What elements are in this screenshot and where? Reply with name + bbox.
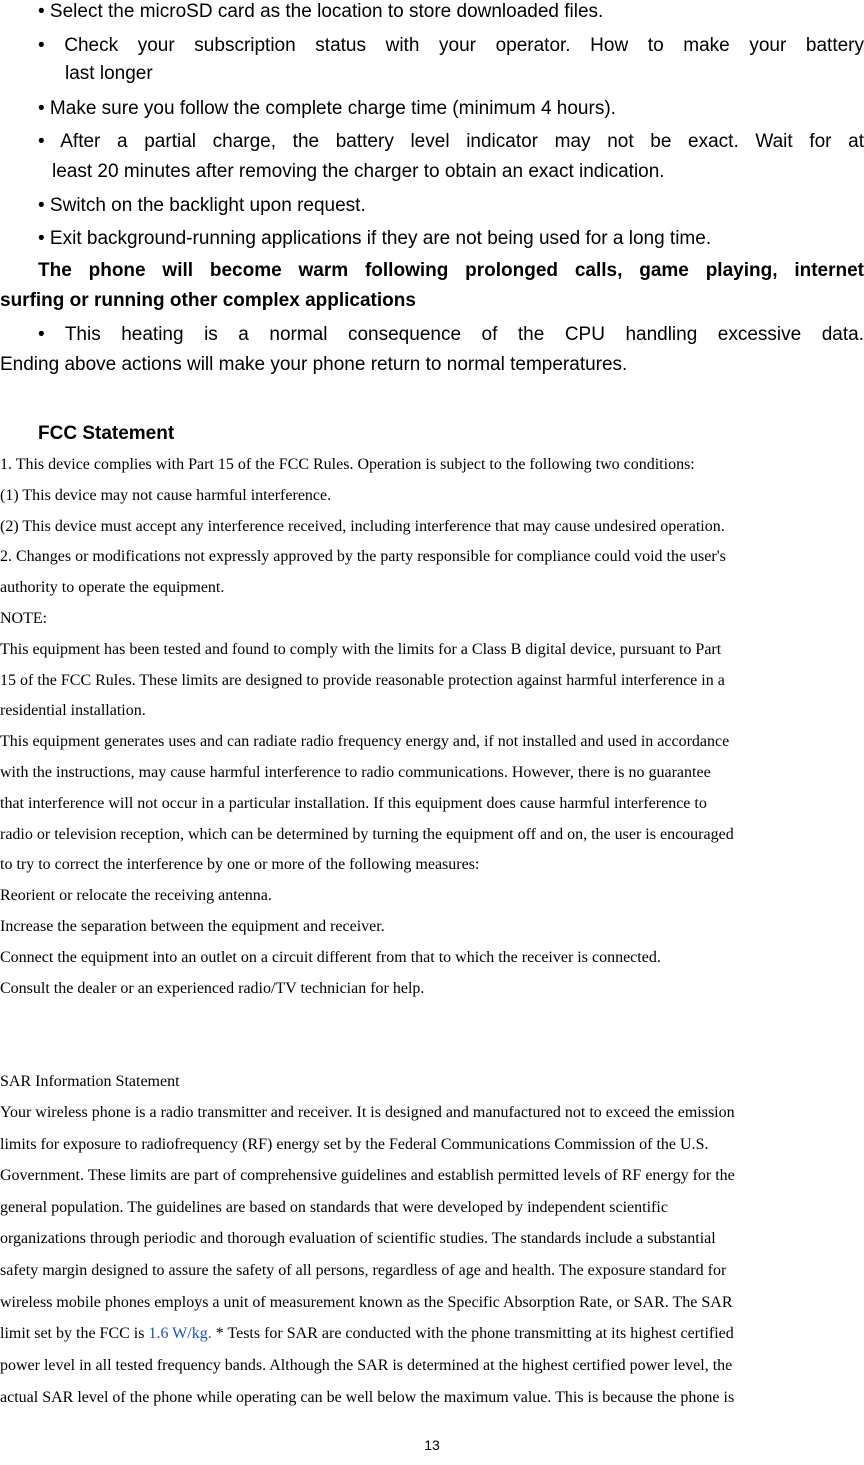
tip-charge-time: • Make sure you follow the complete charge time (minimum 4 hours). [38, 98, 616, 119]
text-line: actual SAR level of the phone while operating can be well below the maximum value. This is because the phone is [0, 1388, 735, 1406]
text-line: radio or television reception, which can be determined by turning the equipment off and on, the user is encouraged [0, 825, 734, 843]
sar-limit-line [0, 1324, 734, 1344]
text-line: 1. This device complies with Part 15 of the FCC Rules. Operation is subject to the following two conditions: [0, 456, 695, 473]
text-line: NOTE: [0, 610, 48, 627]
text-line: (1) This device may not cause harmful interference. [0, 486, 332, 504]
text-line: to try to correct the interference by one or more of the following measures: [0, 856, 480, 874]
tip-backlight: • Switch on the backlight upon request. [38, 195, 366, 216]
text-line: limits for exposure to radiofrequency (RF) energy set by the Federal Communications Commission of the U.S. [0, 1135, 709, 1153]
warm-body-line1: • This heating is a normal consequence of the CPU handling excessive data. [38, 324, 864, 345]
text-line: Reorient or relocate the receiving antenna. [0, 887, 272, 905]
text-line: with the instructions, may cause harmful interference to radio communications. However, there is no guarantee [0, 764, 711, 781]
text-line: that interference will not occur in a particular installation. If this equipment does cause harmful interference to [0, 794, 707, 812]
text-line: Your wireless phone is a radio transmitter and receiver. It is designed and manufactured not to exceed the emission [0, 1104, 735, 1121]
text-line: Increase the separation between the equipment and receiver. [0, 918, 385, 935]
warm-body-line2: Ending above actions will make your phone return to normal temperatures. [0, 354, 628, 375]
text-line: residential installation. [0, 702, 146, 720]
text-line: wireless mobile phones employs a unit of measurement known as the Specific Absorption Rate, or SAR. The SAR [0, 1293, 733, 1311]
warm-heading-line2: surfing or running other complex applications [0, 290, 416, 311]
text-line: 15 of the FCC Rules. These limits are designed to provide reasonable protection against harmful interference in a [0, 671, 725, 689]
tip-subscription-line2: last longer [65, 63, 153, 84]
text-line: Connect the equipment into an outlet on a circuit different from that to which the receiver is connected. [0, 948, 661, 966]
tip-partial-charge-line2: least 20 minutes after removing the charger to obtain an exact indication. [52, 161, 665, 182]
tip-partial-charge-line1: • After a partial charge, the battery level indicator may not be exact. Wait for at [38, 131, 864, 152]
text-line: authority to operate the equipment. [0, 579, 225, 597]
text-line: organizations through periodic and thorough evaluation of scientific studies. The standards include a substantial [0, 1230, 716, 1248]
sar-heading: SAR Information Statement [0, 1073, 180, 1090]
sar-limit-value: 1.6 W/kg. [148, 1325, 212, 1342]
text-line: This equipment has been tested and found to comply with the limits for a Class B digital device, pursuant to Part [0, 640, 722, 658]
text-line: Consult the dealer or an experienced radio/TV technician for help. [0, 979, 425, 997]
fcc-heading: FCC Statement [38, 423, 175, 444]
text-line: This equipment generates uses and can radiate radio frequency energy and, if not installed and used in accordance [0, 733, 730, 751]
sar-limit-prefix: limit set by the FCC is [0, 1325, 149, 1342]
text-line: Government. These limits are part of comprehensive guidelines and establish permitted levels of RF energy for the [0, 1167, 735, 1185]
text-line: 2. Changes or modifications not expressly approved by the party responsible for compliance could void the user's [0, 548, 726, 566]
tip-subscription-line1: • Check your subscription status with your operator. How to make your battery [38, 35, 864, 56]
text-line: general population. The guidelines are based on standards that were developed by independent scientific [0, 1198, 668, 1216]
page-number: 13 [424, 1437, 440, 1453]
text-line: power level in all tested frequency bands. Although the SAR is determined at the highest certified power level, the [0, 1357, 733, 1374]
sar-limit-suffix: * Tests for SAR are conducted with the phone transmitting at its highest certified [211, 1325, 734, 1342]
text-line: safety margin designed to assure the safety of all persons, regardless of age and health. The exposure standard for [0, 1262, 727, 1279]
tip-microsd: • Select the microSD card as the location to store downloaded files. [38, 1, 604, 22]
warm-heading-line1: The phone will become warm following prolonged calls, game playing, internet [38, 260, 864, 281]
tip-background-apps: • Exit background-running applications if they are not being used for a long time. [38, 228, 712, 249]
text-line: (2) This device must accept any interference received, including interference that may cause undesired operation. [0, 517, 725, 535]
